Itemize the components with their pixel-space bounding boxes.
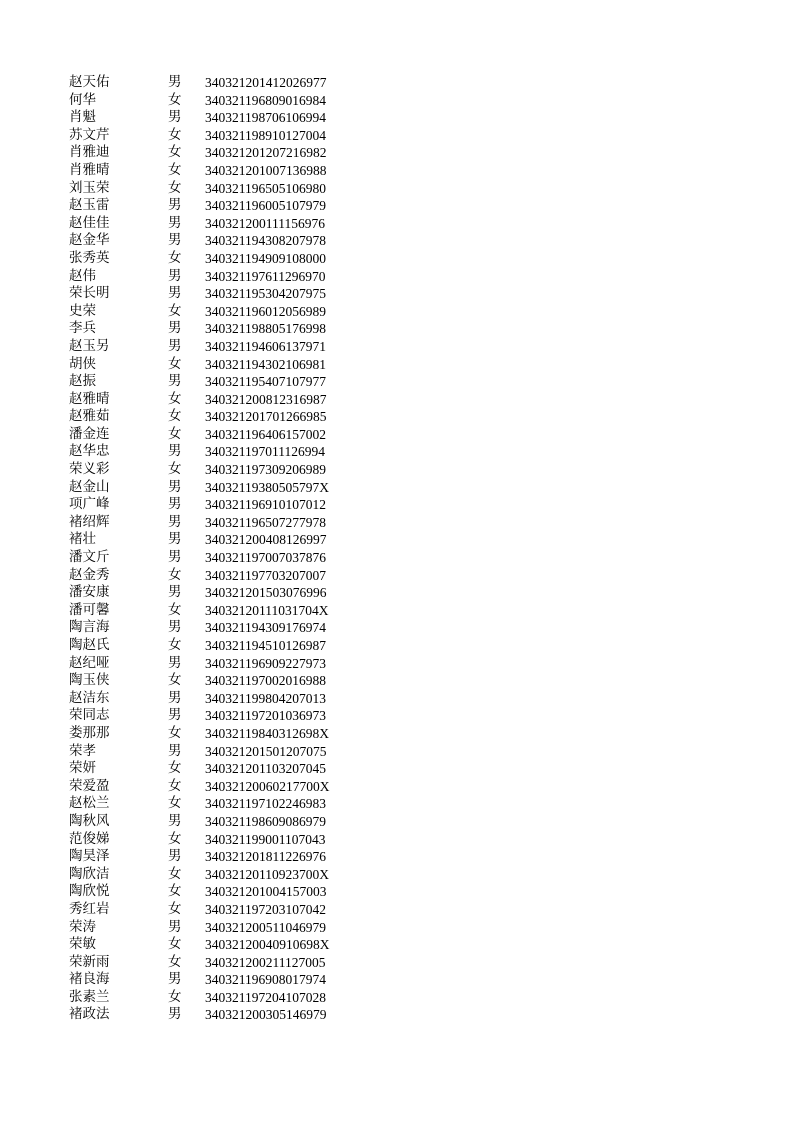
list-item [0, 883, 793, 901]
person-gender: 男 [168, 742, 182, 759]
id-number: 340321196809016984 [205, 92, 326, 108]
person-gender: 男 [168, 197, 182, 214]
list-item [0, 919, 793, 937]
person-gender: 女 [168, 865, 182, 882]
list-item [0, 461, 793, 479]
person-gender: 男 [168, 496, 182, 513]
list-item [0, 197, 793, 215]
record-list [0, 74, 793, 1024]
person-gender: 男 [168, 285, 182, 302]
person-gender: 男 [168, 707, 182, 724]
person-name: 潘安康 [69, 584, 110, 601]
id-number: 340321194606137971 [205, 338, 326, 354]
person-name: 褚良海 [69, 971, 110, 988]
person-name: 娄那那 [69, 724, 110, 741]
list-item [0, 162, 793, 180]
person-gender: 男 [168, 513, 182, 530]
id-number: 340321197309206989 [205, 462, 326, 478]
person-gender: 女 [168, 601, 182, 618]
person-name: 陶欣洁 [69, 865, 110, 882]
id-number: 340321201004157003 [205, 884, 327, 900]
id-number: 340321201412026977 [205, 75, 327, 90]
list-item [0, 92, 793, 110]
person-gender: 男 [168, 971, 182, 988]
list-item [0, 514, 793, 532]
person-gender: 女 [168, 355, 182, 372]
id-number: 340321200511046979 [205, 919, 326, 935]
id-number: 340321200111156976 [205, 215, 325, 231]
person-name: 陶言海 [69, 619, 110, 636]
person-name: 赵玉另 [69, 337, 110, 354]
person-name: 褚绍辉 [69, 513, 110, 530]
person-gender: 男 [168, 267, 182, 284]
id-number: 340321197201036973 [205, 708, 326, 724]
person-gender: 女 [168, 161, 182, 178]
person-name: 刘玉荣 [69, 179, 110, 196]
id-number: 340321194302106981 [205, 356, 326, 372]
id-number: 340321196908017974 [205, 972, 326, 988]
list-item [0, 549, 793, 567]
person-gender: 女 [168, 461, 182, 478]
person-name: 赵金山 [69, 478, 110, 495]
person-name: 赵金秀 [69, 566, 110, 583]
id-number: 340321200812316987 [205, 391, 327, 407]
list-item [0, 848, 793, 866]
person-name: 荣义彩 [69, 461, 110, 478]
id-number: 340321194510126987 [205, 638, 326, 653]
list-item [0, 144, 793, 162]
person-gender: 女 [168, 126, 182, 143]
id-number: 340321197703207007 [205, 567, 326, 583]
person-gender: 女 [168, 777, 182, 794]
id-number: 340321196406157002 [205, 426, 326, 442]
id-number: 340321200305146979 [205, 1007, 327, 1023]
person-gender: 男 [168, 531, 182, 548]
list-item [0, 268, 793, 286]
list-item [0, 496, 793, 514]
list-item [0, 408, 793, 426]
id-number: 340321196507277978 [205, 514, 326, 530]
person-name: 张素兰 [69, 988, 110, 1005]
person-gender: 女 [168, 566, 182, 583]
person-name: 荣爱盈 [69, 777, 110, 794]
id-number: 340321197203107042 [205, 901, 326, 917]
person-gender: 男 [168, 109, 182, 126]
person-gender: 男 [168, 443, 182, 460]
person-gender: 女 [168, 724, 182, 741]
person-name: 荣长明 [69, 285, 110, 302]
id-number: 340321201701266985 [205, 409, 327, 425]
list-item [0, 443, 793, 461]
person-gender: 男 [168, 689, 182, 706]
id-number: 340321195407107977 [205, 374, 326, 390]
person-name: 陶欣悦 [69, 883, 110, 900]
list-item [0, 954, 793, 972]
id-number: 34032120110923700X [205, 866, 329, 882]
list-item [0, 232, 793, 250]
person-gender: 男 [168, 848, 182, 865]
id-number: 340321196505106980 [205, 180, 326, 196]
person-name: 陶玉侠 [69, 672, 110, 689]
id-number: 340321198609086979 [205, 813, 326, 829]
list-item [0, 215, 793, 233]
person-gender: 男 [168, 337, 182, 354]
person-gender: 女 [168, 672, 182, 689]
person-name: 荣新雨 [69, 953, 110, 970]
person-name: 赵伟 [69, 267, 96, 284]
list-item [0, 655, 793, 673]
person-gender: 男 [168, 549, 182, 566]
list-item [0, 303, 793, 321]
person-name: 赵华忠 [69, 443, 110, 460]
person-name: 赵雅晴 [69, 390, 110, 407]
person-gender: 女 [168, 953, 182, 970]
person-gender: 女 [168, 144, 182, 161]
id-number: 340321195304207975 [205, 286, 326, 302]
person-name: 荣同志 [69, 707, 110, 724]
id-number: 34032119380505797X [205, 479, 329, 495]
list-item [0, 690, 793, 708]
person-gender: 男 [168, 918, 182, 935]
list-item [0, 813, 793, 831]
person-name: 史荣 [69, 302, 96, 319]
list-item [0, 1006, 793, 1024]
id-number: 340321196005107979 [205, 198, 326, 214]
list-item [0, 637, 793, 655]
id-number: 340321197007037876 [205, 550, 326, 566]
id-number: 340321198706106994 [205, 110, 326, 126]
id-number: 340321196909227973 [205, 655, 326, 671]
person-name: 荣涛 [69, 918, 96, 935]
list-item [0, 725, 793, 743]
list-item [0, 901, 793, 919]
id-number: 34032120040910698X [205, 937, 330, 953]
person-gender: 女 [168, 830, 182, 847]
person-gender: 男 [168, 232, 182, 249]
person-gender: 女 [168, 91, 182, 108]
id-number: 340321197204107028 [205, 989, 326, 1005]
id-number: 340321200211127005 [205, 954, 326, 970]
person-name: 胡侠 [69, 355, 96, 372]
person-gender: 女 [168, 900, 182, 917]
id-number: 340321197102246983 [205, 796, 326, 812]
id-number: 340321201207216982 [205, 145, 327, 161]
list-item [0, 285, 793, 303]
list-item [0, 531, 793, 549]
list-item [0, 426, 793, 444]
id-number: 340321199001107043 [205, 831, 326, 847]
person-name: 潘可馨 [69, 601, 110, 618]
person-gender: 男 [168, 214, 182, 231]
list-item [0, 619, 793, 637]
id-number: 340321196910107012 [205, 497, 326, 513]
person-name: 赵金华 [69, 232, 110, 249]
person-name: 潘文斤 [69, 549, 110, 566]
id-number: 340321194308207978 [205, 233, 326, 249]
list-item [0, 250, 793, 268]
person-name: 陶赵氏 [69, 637, 110, 653]
person-name: 肖雅晴 [69, 161, 110, 178]
list-item [0, 180, 793, 198]
person-gender: 女 [168, 408, 182, 425]
list-item [0, 391, 793, 409]
person-name: 肖雅迪 [69, 144, 110, 161]
person-gender: 女 [168, 425, 182, 442]
person-name: 赵天佑 [69, 74, 110, 90]
list-item [0, 127, 793, 145]
id-number: 340321201007136988 [205, 162, 327, 178]
list-item [0, 74, 793, 92]
person-name: 褚壮 [69, 531, 96, 548]
person-name: 秀红岩 [69, 900, 110, 917]
person-gender: 男 [168, 74, 182, 90]
id-number: 340321200408126997 [205, 532, 327, 548]
person-gender: 女 [168, 795, 182, 812]
person-gender: 男 [168, 1006, 182, 1023]
person-name: 何华 [69, 91, 96, 108]
person-name: 苏文芹 [69, 126, 110, 143]
person-name: 范俊娣 [69, 830, 110, 847]
list-item [0, 338, 793, 356]
list-item [0, 831, 793, 849]
list-item [0, 479, 793, 497]
person-gender: 女 [168, 988, 182, 1005]
person-name: 赵佳佳 [69, 214, 110, 231]
list-item [0, 866, 793, 884]
person-gender: 男 [168, 373, 182, 390]
person-gender: 男 [168, 320, 182, 337]
id-number: 340321197611296970 [205, 268, 326, 284]
id-number: 34032120111031704X [205, 602, 329, 618]
person-name: 褚政法 [69, 1006, 110, 1023]
list-item [0, 971, 793, 989]
person-name: 赵玉雷 [69, 197, 110, 214]
list-item [0, 760, 793, 778]
list-item [0, 356, 793, 374]
person-gender: 女 [168, 637, 182, 653]
person-name: 赵纪哑 [69, 654, 110, 671]
person-name: 赵振 [69, 373, 96, 390]
list-item [0, 672, 793, 690]
list-item [0, 567, 793, 585]
person-name: 肖魁 [69, 109, 96, 126]
id-number: 340321196012056989 [205, 303, 326, 319]
person-gender: 男 [168, 619, 182, 636]
id-number: 340321197011126994 [205, 444, 325, 460]
list-item [0, 373, 793, 391]
person-name: 荣孝 [69, 742, 96, 759]
id-number: 340321201103207045 [205, 761, 326, 777]
list-item [0, 320, 793, 338]
person-name: 赵洁东 [69, 689, 110, 706]
person-gender: 男 [168, 584, 182, 601]
person-gender: 女 [168, 179, 182, 196]
list-item [0, 989, 793, 1007]
person-gender: 女 [168, 760, 182, 777]
person-name: 李兵 [69, 320, 96, 337]
person-name: 赵松兰 [69, 795, 110, 812]
person-gender: 女 [168, 883, 182, 900]
person-gender: 男 [168, 654, 182, 671]
person-gender: 女 [168, 302, 182, 319]
person-gender: 女 [168, 249, 182, 266]
person-name: 张秀英 [69, 249, 110, 266]
list-item [0, 795, 793, 813]
list-item [0, 584, 793, 602]
person-name: 赵雅茹 [69, 408, 110, 425]
list-item [0, 109, 793, 127]
person-name: 陶昊泽 [69, 848, 110, 865]
list-item [0, 743, 793, 761]
person-name: 荣妍 [69, 760, 96, 777]
id-number: 340321194909108000 [205, 250, 326, 266]
person-gender: 男 [168, 812, 182, 829]
list-item [0, 707, 793, 725]
id-number: 340321198910127004 [205, 127, 326, 143]
id-number: 340321198805176998 [205, 321, 326, 337]
id-number: 340321201811226976 [205, 849, 326, 865]
id-number: 340321199804207013 [205, 690, 326, 706]
id-number: 34032120060217700X [205, 778, 330, 794]
list-item [0, 778, 793, 796]
person-name: 陶秋风 [69, 812, 110, 829]
id-number: 340321201503076996 [205, 585, 327, 601]
id-number: 340321197002016988 [205, 673, 326, 689]
person-name: 项广峰 [69, 496, 110, 513]
list-item [0, 602, 793, 620]
id-number: 340321194309176974 [205, 620, 326, 636]
person-gender: 女 [168, 936, 182, 953]
id-number: 34032119840312698X [205, 725, 329, 741]
list-item [0, 936, 793, 954]
id-number: 340321201501207075 [205, 743, 327, 759]
person-gender: 女 [168, 390, 182, 407]
person-name: 荣敏 [69, 936, 96, 953]
person-name: 潘金连 [69, 425, 110, 442]
person-gender: 男 [168, 478, 182, 495]
